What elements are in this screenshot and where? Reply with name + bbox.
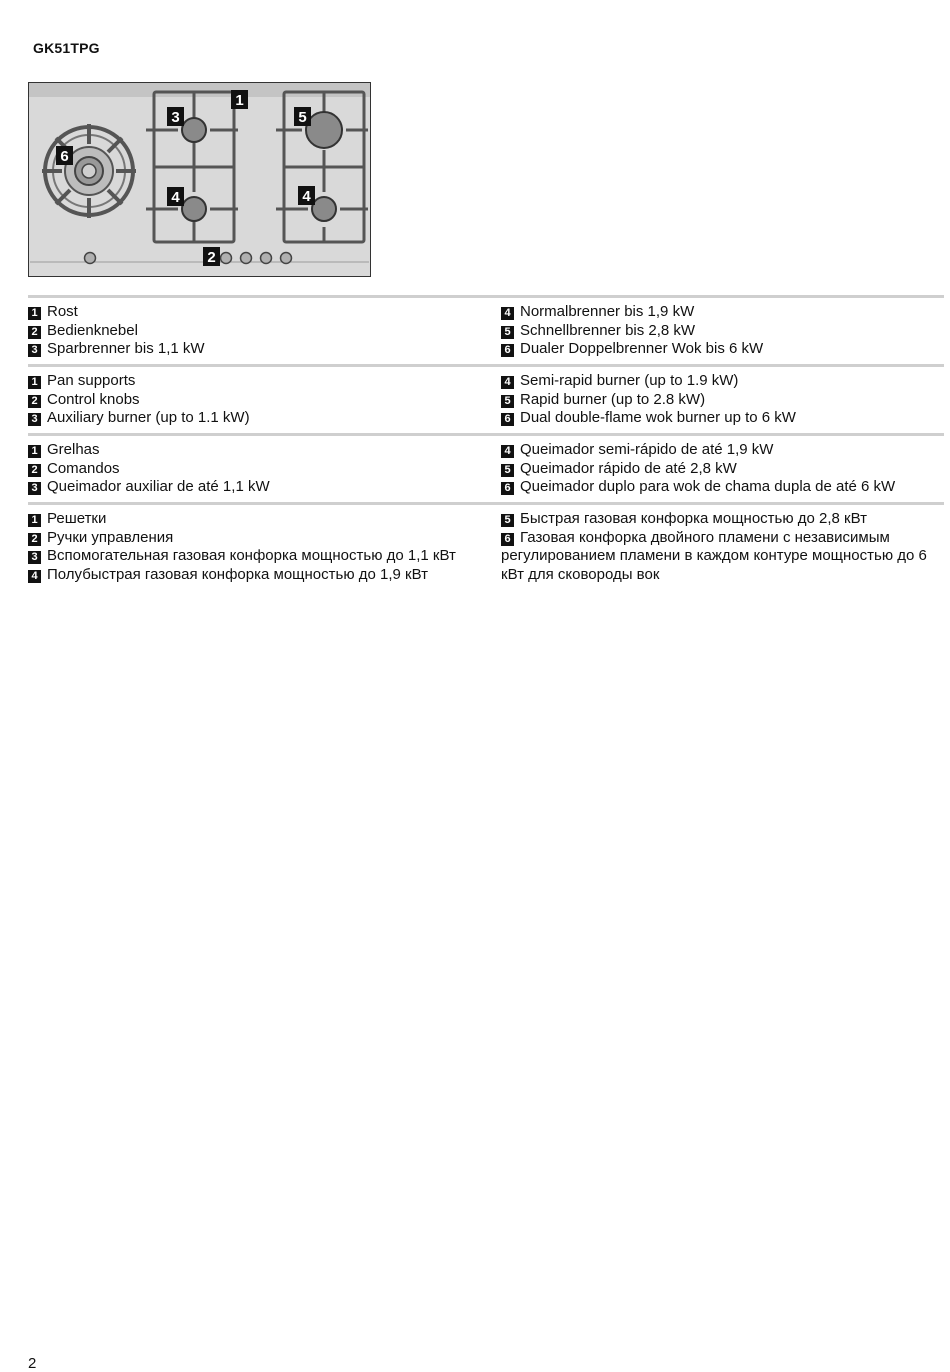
legend-portuguese-left [28, 441, 458, 497]
legend-item [501, 372, 944, 391]
legend-text: Queimador auxiliar de até 1,1 kW [47, 478, 270, 496]
item-number-badge: 3 [28, 551, 41, 564]
legend-item [501, 391, 944, 410]
legend-german [28, 295, 944, 364]
callout-2 [203, 247, 220, 266]
callout-6 [56, 146, 73, 165]
legend-item [28, 372, 458, 391]
rapid-burner-icon [306, 112, 342, 148]
legend-text: Быстрая газовая конфорка мощностью до 2,8 кВт [520, 510, 867, 527]
svg-text:4: 4 [171, 189, 180, 206]
item-number-badge: 5 [501, 464, 514, 477]
legend-text: Решетки [47, 510, 107, 527]
hob-illustration [28, 82, 371, 277]
item-number-badge: 1 [28, 376, 41, 389]
item-number-badge: 1 [28, 445, 41, 458]
legend-russian [28, 502, 944, 615]
legend-item [28, 340, 458, 359]
legend-item [28, 303, 458, 322]
legend-text: Schnellbrenner bis 2,8 kW [520, 321, 696, 339]
legend-text: Bedienknebel [47, 321, 138, 339]
item-number-badge: 5 [501, 514, 514, 527]
item-number-badge: 2 [28, 326, 41, 339]
semi-rapid-burner-middle-icon [182, 197, 206, 221]
item-number-badge: 4 [501, 307, 514, 320]
item-number-badge: 5 [501, 326, 514, 339]
item-number-badge: 1 [28, 307, 41, 320]
legend-text: Auxiliary burner (up to 1.1 kW) [47, 409, 250, 427]
callout-5 [294, 107, 311, 126]
svg-text:2: 2 [207, 249, 216, 266]
legend-russian-right [501, 510, 944, 584]
legend-item [28, 547, 458, 566]
legend-text: Dual double-flame wok burner up to 6 kW [520, 409, 796, 427]
legend-item [28, 478, 458, 497]
legend-item [28, 322, 458, 341]
legend-item [501, 441, 944, 460]
legend-german-right [501, 303, 944, 359]
legend-text: Queimador semi-rápido de até 1,9 kW [520, 441, 774, 458]
auxiliary-burner-icon [182, 118, 206, 142]
item-number-badge: 2 [28, 464, 41, 477]
legend-item [28, 529, 458, 548]
legend-item [501, 340, 944, 359]
legend-item [28, 510, 458, 529]
legend-item [501, 460, 944, 479]
legend-text: Газовая конфорка двойного пламени с независимым регулированием пламени в каждом контуре мощностью до 6 кВт для сковороды вок [501, 528, 927, 583]
legend-text: Normalbrenner bis 1,9 kW [520, 303, 695, 320]
item-number-badge: 3 [28, 413, 41, 426]
legend-text: Semi-rapid burner (up to 1.9 kW) [520, 372, 739, 389]
legend-item [501, 529, 944, 585]
legend-item [28, 391, 458, 410]
legend-text: Queimador rápido de até 2,8 kW [520, 459, 737, 477]
legend-text: Dualer Doppelbrenner Wok bis 6 kW [520, 340, 764, 358]
item-number-badge: 6 [501, 344, 514, 357]
legend-text: Control knobs [47, 390, 140, 408]
item-number-badge: 5 [501, 395, 514, 408]
legend-portuguese [28, 433, 944, 502]
legend-text: Pan supports [47, 372, 136, 389]
item-number-badge: 4 [28, 570, 41, 583]
legend-item [28, 460, 458, 479]
legend-item [501, 510, 944, 529]
legend-text: Queimador duplo para wok de chama dupla de até 6 kW [520, 478, 896, 496]
legend-russian-left [28, 510, 458, 584]
legend-english-right [501, 372, 944, 428]
item-number-badge: 2 [28, 395, 41, 408]
legend-portuguese-right [501, 441, 944, 497]
hob-top-band [29, 83, 370, 97]
legend-text: Sparbrenner bis 1,1 kW [47, 340, 205, 358]
legend-english-left [28, 372, 458, 428]
legend-text: Полубыстрая газовая конфорка мощностью до 1,9 кВт [47, 565, 428, 583]
legend-german-left [28, 303, 458, 359]
item-number-badge: 2 [28, 533, 41, 546]
legend-item [28, 441, 458, 460]
callout-4-middle [167, 187, 184, 206]
item-number-badge: 1 [28, 514, 41, 527]
legend-item [28, 566, 458, 585]
legend-item [501, 478, 944, 497]
svg-text:6: 6 [60, 148, 69, 165]
item-number-badge: 4 [501, 445, 514, 458]
legend-text: Comandos [47, 459, 120, 477]
legend-text: Grelhas [47, 441, 100, 458]
legend-english [28, 364, 944, 433]
legend-item [501, 303, 944, 322]
hob-drawing [28, 82, 371, 277]
legend-item [28, 409, 458, 428]
svg-text:4: 4 [302, 188, 311, 205]
svg-text:1: 1 [235, 92, 244, 109]
callout-3 [167, 107, 184, 126]
item-number-badge: 3 [28, 344, 41, 357]
legend-item [501, 409, 944, 428]
callout-1 [231, 90, 248, 109]
semi-rapid-burner-right-icon [312, 197, 336, 221]
legend-text: Ручки управления [47, 528, 174, 546]
svg-text:3: 3 [171, 109, 180, 126]
item-number-badge: 6 [501, 413, 514, 426]
legend-text: Rapid burner (up to 2.8 kW) [520, 390, 706, 408]
legend-item [501, 322, 944, 341]
legend-text: Rost [47, 303, 78, 320]
item-number-badge: 6 [501, 533, 514, 546]
item-number-badge: 3 [28, 482, 41, 495]
model-title: GK51TPG [33, 40, 100, 56]
callout-4-right [298, 186, 315, 205]
page-number: 2 [28, 1355, 37, 1372]
legend-text: Вспомогательная газовая конфорка мощностью до 1,1 кВт [47, 547, 456, 565]
wok-burner-icon [42, 124, 136, 218]
svg-text:5: 5 [298, 109, 307, 126]
item-number-badge: 4 [501, 376, 514, 389]
item-number-badge: 6 [501, 482, 514, 495]
